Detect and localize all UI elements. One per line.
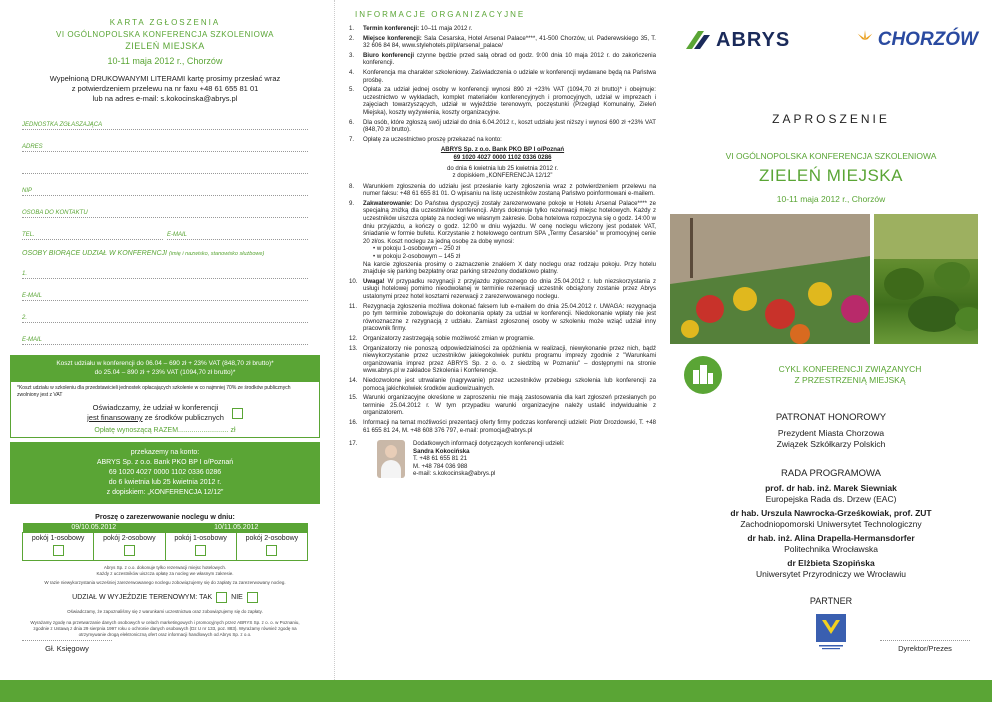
room-label: pokój 1-osobowy <box>174 535 227 542</box>
contact-phone: T. +48 61 655 81 21 <box>413 455 468 463</box>
room-checkbox[interactable] <box>53 545 64 556</box>
info-item-text <box>363 303 656 333</box>
info-item <box>349 35 656 50</box>
organizational-info <box>334 0 664 680</box>
phone-field[interactable]: TEL. <box>22 222 163 240</box>
info-item-body: Niedozwolone jest utrwalanie (nagrywanie) przez uczestników przebiegu szkolenia lub konferencji za pomocą jakichkolwiek środków audiowizualnych. <box>363 376 656 392</box>
room-option <box>94 533 165 561</box>
info-item-number: 14. <box>349 376 358 384</box>
info-item-text <box>363 183 656 198</box>
info-item-text <box>363 200 656 246</box>
room-option <box>23 533 94 561</box>
total-fee-line: Opłatę wynoszącą RAZEM.......................... zł <box>94 427 236 434</box>
info-item <box>349 394 656 417</box>
info-item-body: Warunki organizacyjne określone w zaproszeniu nie mają zastosowania dla kart zgłoszeń przesłanych po terminie 25.04.2012 r. W tym przypadku warunki organizacyjne należy ustalić indywidualnie z organizatorem. <box>363 394 656 417</box>
info-item-bold: Zakwaterowanie: <box>363 199 413 207</box>
cycle-line: CYKL KONFERENCJI ZWIĄZANYCH <box>778 364 922 374</box>
info-item-number: 3. <box>349 51 355 59</box>
declaration-rest: ze środków publicznych <box>142 413 224 422</box>
info-item <box>349 183 656 198</box>
room-label: pokój 1-osobowy <box>31 535 85 542</box>
participants-hint: (imię i nazwisko, stanowisko służbowe) <box>168 251 265 257</box>
info-item-body: Organizatorzy nie ponoszą odpowiedzialności za opóźnienia w realizacji, niewykonanie przez nich, bądź niewykorzystanie przez uczestników jakiegokolwiek punktu programu imprezy zgodnie z "Warunkami organizowania imprez przez ABRYS Sp. z o. o. z siedzibą w Poznaniu" – dostępnymi na stronie www.abrys.pl w zakładce Szkolenia i Konferencje. <box>363 344 656 375</box>
form-conference-name: ZIELEŃ MIEJSKA <box>125 41 205 51</box>
info-item-body: Informacji na temat możliwości prezentacji oferty firmy podczas konferencji udzieli: Piotr Drozdowski, T. +48 61 655 81 24, M. +48 608 376 797, e-mail: promocja@abrys.pl <box>363 418 656 434</box>
transfer-line: przekazemy na konto: <box>130 449 200 456</box>
topiary-photo <box>874 214 978 344</box>
patron-line: Związek Szkółkarzy Polskich <box>776 439 886 449</box>
council-member-name <box>684 558 978 569</box>
cycle-text <box>722 364 978 386</box>
accommodation-date-1: 09/10.05.2012 <box>23 523 166 533</box>
cover-date: 10-11 maja 2012 r., Chorzów <box>776 194 886 204</box>
contact-email: e-mail: s.kokocinska@abrys.pl <box>413 470 496 478</box>
program-council-list <box>684 483 978 580</box>
abrys-logo <box>684 29 790 52</box>
fee-panel <box>10 381 320 438</box>
info-item-number: 16. <box>349 418 358 426</box>
partner-title: PARTNER <box>809 596 853 606</box>
accommodation-notes <box>22 565 308 586</box>
note-line: Każdy z uczestników uiszcza opłatę za nocleg we własnym zakresie. <box>96 571 234 576</box>
form-subtitle: VI OGÓLNOPOLSKA KONFERENCJA SZKOLENIOWA <box>56 30 274 39</box>
consent-note: Oświadczamy, że zapoznaliśmy się z warunkami uczestnictwa oraz zobowiązujemy się do zapłaty. <box>67 609 263 614</box>
partner-logo <box>816 614 846 652</box>
info-item-body: W przypadku rezygnacji z przyjazdu zgłoszonego do dnia 25.04.2012 r. lub niezskorzystania z usługi hotelowej pomimo nieodwołanej w terminie rezerwacji uczestnik obciążony zostanie przez Abrys ustalonymi przez hotel kosztami rezerwacji z zarezerwowanego noclegu. <box>363 277 656 300</box>
patron-line: Prezydent Miasta Chorzowa <box>777 428 885 438</box>
info-item-number: 4. <box>349 68 355 76</box>
cover-subtitle: VI OGÓLNOPOLSKA KONFERENCJA SZKOLENIOWA <box>725 151 937 161</box>
accountant-signature[interactable]: Gł. Księgowy <box>22 640 112 653</box>
info-item-bold: Miejsce konferencji: <box>363 34 422 42</box>
email-field[interactable]: E-MAIL <box>167 222 308 240</box>
info-item-number: 1. <box>349 25 355 32</box>
council-member-name <box>684 508 978 519</box>
note-line: Abrys Sp. z o.o. dokonuje tylko rezerwacji miejsc hotelowych. <box>103 565 227 570</box>
field-trip-label: UDZIAŁ W WYJEŹDZIE TERENOWYM: TAK <box>72 594 213 601</box>
invitation-heading: ZAPROSZENIE <box>772 112 890 126</box>
council-member-org: Uniwersytet Przyrodniczy we Wrocławiu <box>755 569 907 579</box>
info-item-number: 13. <box>349 344 358 352</box>
room-checkbox[interactable] <box>195 545 206 556</box>
form-date: 10-11 maja 2012 r., Chorzów <box>107 56 223 66</box>
field-trip-question <box>22 592 308 603</box>
data-consent-note: Wyrażamy zgodę na przetwarzanie danych osobowych w celach marketingowych i promocyjnych przez ABRYS Sp. z o. o. w Poznaniu, zgodnie z Ustawą z dnia 29 sierpnia 1997 roku o ochronie danych osobowych (Dz U nr 133, poz. 883). Wyrażamy również zgodę na otrzymywanie drogą elektroniczną ofert oraz informacji handlowych od Abrys Sp. z o.o. <box>30 620 300 637</box>
flowerbed-photo <box>670 214 870 344</box>
info-item-body: Sala Cesarska, Hotel Arsenal Palace****, 41-500 Chorzów, ul. Paderewskiego 35, T. 32 606 84 84, www.stylehotels.pl/pl/arsenal_palace/ <box>363 34 656 50</box>
form-instructions-line: lub na adres e-mail: s.kokocinska@abrys.pl <box>92 94 238 103</box>
flowerbed-illustration <box>670 214 870 344</box>
info-item-text <box>363 419 656 434</box>
room-price-item: • w pokoju 2-osobowym – 145 zł <box>373 253 461 261</box>
footer-bar <box>0 680 992 702</box>
account-line: ABRYS Sp. z o.o. Bank PKO BP I o/Poznań <box>440 146 565 154</box>
info-item-number: 15. <box>349 394 358 402</box>
council-member-org: Europejska Rada ds. Drzew (EAC) <box>765 494 897 504</box>
transfer-line: z dopiskiem: „KONFERENCJA 12/12” <box>106 489 224 496</box>
council-member-name-text: dr hab. Urszula Nawrocka-Grześkowiak, prof. ZUT <box>730 508 932 518</box>
patronage-title: PATRONAT HONOROWY <box>775 412 887 423</box>
council-member-name-text: prof. dr hab. inż. Marek Siewniak <box>765 483 897 493</box>
address-field-2[interactable] <box>22 156 308 174</box>
registration-form <box>0 0 330 680</box>
info-item-text <box>363 335 656 343</box>
form-title: KARTA ZGŁOSZENIA <box>109 18 221 27</box>
form-instructions-line: z potwierdzeniem przelewu na nr faxu +48 61 655 81 01 <box>71 84 259 93</box>
contact-item <box>349 440 656 478</box>
form-instructions <box>22 74 308 104</box>
info-item-body: Dla osób, które zgłoszą swój udział do dnia 6.04.2012 r., koszt udziału jest niższy i wynosi 690 zł +23% VAT (848,70 zł brutto). <box>363 118 656 134</box>
info-item <box>349 377 656 392</box>
cover <box>670 0 992 680</box>
info-item <box>349 119 656 134</box>
fee-box <box>10 355 320 381</box>
info-item-bold: Biuro konferencji <box>363 51 415 59</box>
info-item-number: 5. <box>349 86 355 94</box>
abrys-logo-text: ABRYS <box>716 28 791 51</box>
info-item <box>349 335 656 343</box>
field-trip-no-label: NIE <box>231 594 243 601</box>
logos <box>684 20 978 60</box>
chorzow-star-icon <box>854 29 876 51</box>
declaration-line <box>87 413 224 423</box>
info-item <box>349 69 656 84</box>
declaration-line: Oświadczamy, że udział w konferencji <box>92 403 219 412</box>
info-item-number: 7. <box>349 135 355 143</box>
partner-emblem-icon <box>816 614 846 652</box>
info-item-body: Konferencja ma charakter szkoleniowy. Zaświadczenia o udziale w konferencji wydawane będą na Państwa prośbę. <box>363 68 656 84</box>
program-council-title: RADA PROGRAMOWA <box>781 468 881 479</box>
info-item-bold: Uwaga! <box>363 277 385 285</box>
info-item-text <box>363 119 656 134</box>
info-item <box>349 303 656 333</box>
info-item-bold: Termin konferencji: <box>363 25 420 32</box>
cover-conference-name: ZIELEŃ MIEJSKA <box>759 166 903 185</box>
room-label: pokój 2-osobowy <box>103 535 156 542</box>
info-title: INFORMACJE ORGANIZACYJNE <box>355 10 526 19</box>
field-trip-yes-checkbox[interactable] <box>216 592 227 603</box>
room-price-item: • w pokoju 1-osobowym – 250 zł <box>373 245 461 253</box>
participant-1-email-field[interactable]: E-MAIL <box>22 283 308 301</box>
info-item-body: Warunkiem zgłoszenia do udziału jest przesłanie karty zgłoszenia wraz z potwierdzeniem przelewu na numer faksu: +48 61 655 81 01. O wpisaniu na listę uczestników zostaną Państwo poinformowani e-mailem. <box>363 182 656 198</box>
contact-line: Dodatkowych informacji dotyczących konferencji udzieli: <box>413 440 565 448</box>
info-item-text <box>363 25 656 33</box>
director-signature[interactable]: Dyrektor/Prezes <box>880 640 970 653</box>
info-item <box>349 86 656 116</box>
info-item-text <box>363 136 656 144</box>
account-line: z dopiskiem „KONFERENCJA 12/12” <box>452 172 553 180</box>
fee-footnote: *Koszt udziału w szkoleniu dla przedstawicieli jednostek opłacających szkolenie w co najmniej 70% ze środków publicznych zwolniony jest z VAT <box>17 385 291 398</box>
council-member-org: Zachodniopomorski Uniwersytet Technologiczny <box>740 519 922 529</box>
room-label: pokój 2-osobowy <box>245 535 299 542</box>
contact-details <box>413 440 564 478</box>
declaration-underlined: jest finansowany <box>87 413 143 422</box>
cycle-line: Z PRZESTRZENIĄ MIEJSKĄ <box>794 375 906 385</box>
room-price-list <box>349 245 656 260</box>
council-member-name <box>684 483 978 494</box>
info-item-text <box>363 69 656 84</box>
participants-heading <box>22 250 308 257</box>
fee-line: do 25.04 – 890 zł + 23% VAT (1094,70 zł brutto)* <box>94 369 236 376</box>
account-line: do dnia 6 kwietnia lub 25 kwietnia 2012 r. <box>446 164 559 172</box>
transfer-line: ABRYS Sp. z o.o. Bank PKO BP I o/Poznań <box>96 459 234 466</box>
address-field[interactable]: ADRES <box>22 134 308 152</box>
info-item-text <box>363 52 656 67</box>
info-item-body: Organizatorzy zastrzegają sobie możliwość zmian w programie. <box>363 334 535 342</box>
info-item-text <box>363 278 656 301</box>
info-item-body: Rezygnacja zgłoszenia możliwa dokonać faksem lub e-mailem do dnia 25.04.2012 r. UWAGA: rezygnacja po tym terminie zobowiązuje do dokonania opłaty za udział w konferencji. Niedokonanie wpłaty nie jest równoznaczne z rezygnacją z udziału. Zamiast zgłoszonej osoby w szkoleniu może wziąć udział inny pracownik firmy. <box>363 302 656 333</box>
info-item-text <box>363 86 656 116</box>
participant-1-field[interactable]: 1. <box>22 261 308 279</box>
council-member-org: Politechnika Wrocławska <box>784 544 878 554</box>
city-icon <box>684 356 722 394</box>
contact-name: Sandra Kokocińska <box>413 447 470 455</box>
conference-cycle <box>684 356 978 394</box>
participant-2-email-field[interactable]: E-MAIL <box>22 327 308 345</box>
info-item-number: 10. <box>349 277 358 285</box>
room-checkbox[interactable] <box>266 545 277 556</box>
info-item-number: 12. <box>349 334 358 342</box>
city-cycle-icon <box>684 356 722 394</box>
public-funding-declaration <box>17 403 313 423</box>
info-item-body: Opłata za udział jednej osoby w konferencji wynosi 890 zł +23% VAT (1094,70 zł brutto)* i obejmuje: uczestnictwo w wykładach, komplet materiałów konferencyjnych i promocyjnych, udział w imprezach i zajęciach towarzyszących, udział w wyjeździe terenowym, poczęstunki (Przegląd Komunalny, Zieleń Miejska), koszty wyżywienia, koszty organizacyjne. <box>363 86 656 116</box>
note-line: W razie niewykorzystania wcześniej zarezerwowanego noclegu zobowiązujemy się do zapłaty za zarezerwowany nocleg. <box>44 580 286 585</box>
info-item <box>349 52 656 67</box>
info-item-number: 6. <box>349 118 355 126</box>
account-line: 69 1020 4027 0000 1102 0336 0286 <box>453 153 552 161</box>
info-item-number: 11. <box>349 302 358 310</box>
form-instructions-line: Wypełnioną DRUKOWANYMI LITERAMI kartę prosimy przesłać wraz <box>49 74 281 83</box>
chorzow-logo <box>854 29 978 51</box>
public-funding-checkbox[interactable] <box>232 408 243 419</box>
info-item-text <box>363 35 656 50</box>
account-details <box>349 146 656 179</box>
cover-photos <box>670 214 978 344</box>
info-item-number: 17. <box>349 440 358 448</box>
info-item-text <box>363 377 656 392</box>
info-item <box>349 25 656 33</box>
info-item-text <box>363 394 656 417</box>
info-item <box>349 345 656 375</box>
info-list <box>349 25 656 478</box>
contact-mobile: M. +48 784 036 988 <box>413 462 468 470</box>
council-member-name-text: dr hab. inż. Alina Drapella-Hermansdorfer <box>747 533 915 543</box>
field-trip-no-checkbox[interactable] <box>247 592 258 603</box>
institution-field[interactable]: JEDNOSTKA ZGŁASZAJĄCA <box>22 112 308 130</box>
room-checkbox[interactable] <box>124 545 135 556</box>
info-item <box>349 278 656 301</box>
info-item-text <box>363 345 656 375</box>
info-item-body: Opłatę za uczestnictwo proszę przekazać na konto: <box>363 135 502 143</box>
nip-field[interactable]: NIP <box>22 178 308 196</box>
info-item <box>349 200 656 246</box>
transfer-line: do 6 kwietnia lub 25 kwietnia 2012 r. <box>108 479 222 486</box>
contact-photo <box>377 440 405 478</box>
room-note: Na karcie zgłoszenia prosimy o zaznaczenie znakiem X daty noclegu oraz rodzaju pokoju. Przy hotelu znajduje się parking bezpłatny oraz parking strzeżony dodatkowo płatny. <box>363 260 656 276</box>
topiary-illustration <box>874 214 978 344</box>
chorzow-logo-text: CHORZÓW <box>877 29 978 50</box>
info-item-number: 2. <box>349 34 355 42</box>
info-item-body: 10–11 maja 2012 r. <box>419 25 473 32</box>
info-item-number: 9. <box>349 199 355 207</box>
accommodation-date-2: 10/11.05.2012 <box>165 523 308 533</box>
accommodation-title: Proszę o zarezerwowanie noclegu w dniu: <box>95 514 235 521</box>
abrys-mark-icon <box>684 29 712 51</box>
info-item <box>349 136 656 144</box>
info-item-number: 8. <box>349 182 355 190</box>
council-member-name <box>684 533 978 544</box>
transfer-line: 69 1020 4027 0000 1102 0336 0286 <box>108 469 222 476</box>
room-option <box>236 533 307 561</box>
participant-2-field[interactable]: 2. <box>22 305 308 323</box>
transfer-box <box>10 442 320 504</box>
room-option <box>165 533 236 561</box>
council-member-name-text: dr Elżbieta Szopińska <box>787 558 875 568</box>
fee-line: Koszt udziału w konferencji do 06.04 – 690 zł + 23% VAT (848,70 zł brutto)* <box>56 360 274 367</box>
info-item <box>349 419 656 434</box>
info-item-body: czynne będzie przed salą obrad od godz. 9:00 dnia 10 maja 2012 r. do zakończenia konferencji. <box>363 51 656 67</box>
info-item-body: Do Państwa dyspozycji zostały zarezerwowane pokoje w Hotelu Arsenal Palace**** ze specjalną zniżką dla uczestników konferencji. Abrys dokonuje tylko rezerwacji miejsc hotelowych. Każdy z uczestników uiszcza opłatę za noclegi we własnym zakresie. Doba hotelowa rozpoczyna się o godz. 14:00 w dniu przyjazdu, a kończy o godz. 12:00 w dniu wyjazdu. W cenę noclegu wliczony jest podatek VAT, śniadanie w formie bufetu. Korzystanie z hotelowego centrum SPA „Termy Cesarskie” w promocyjnej cenie 20 zł/os. Koszt noclegu za jedną osobę za dobę wynosi: <box>363 199 656 245</box>
contact-person-field[interactable]: OSOBA DO KONTAKTU <box>22 200 308 218</box>
participants-heading-text: OSOBY BIORĄCE UDZIAŁ W KONFERENCJI <box>22 250 167 257</box>
accommodation-table <box>22 523 308 561</box>
